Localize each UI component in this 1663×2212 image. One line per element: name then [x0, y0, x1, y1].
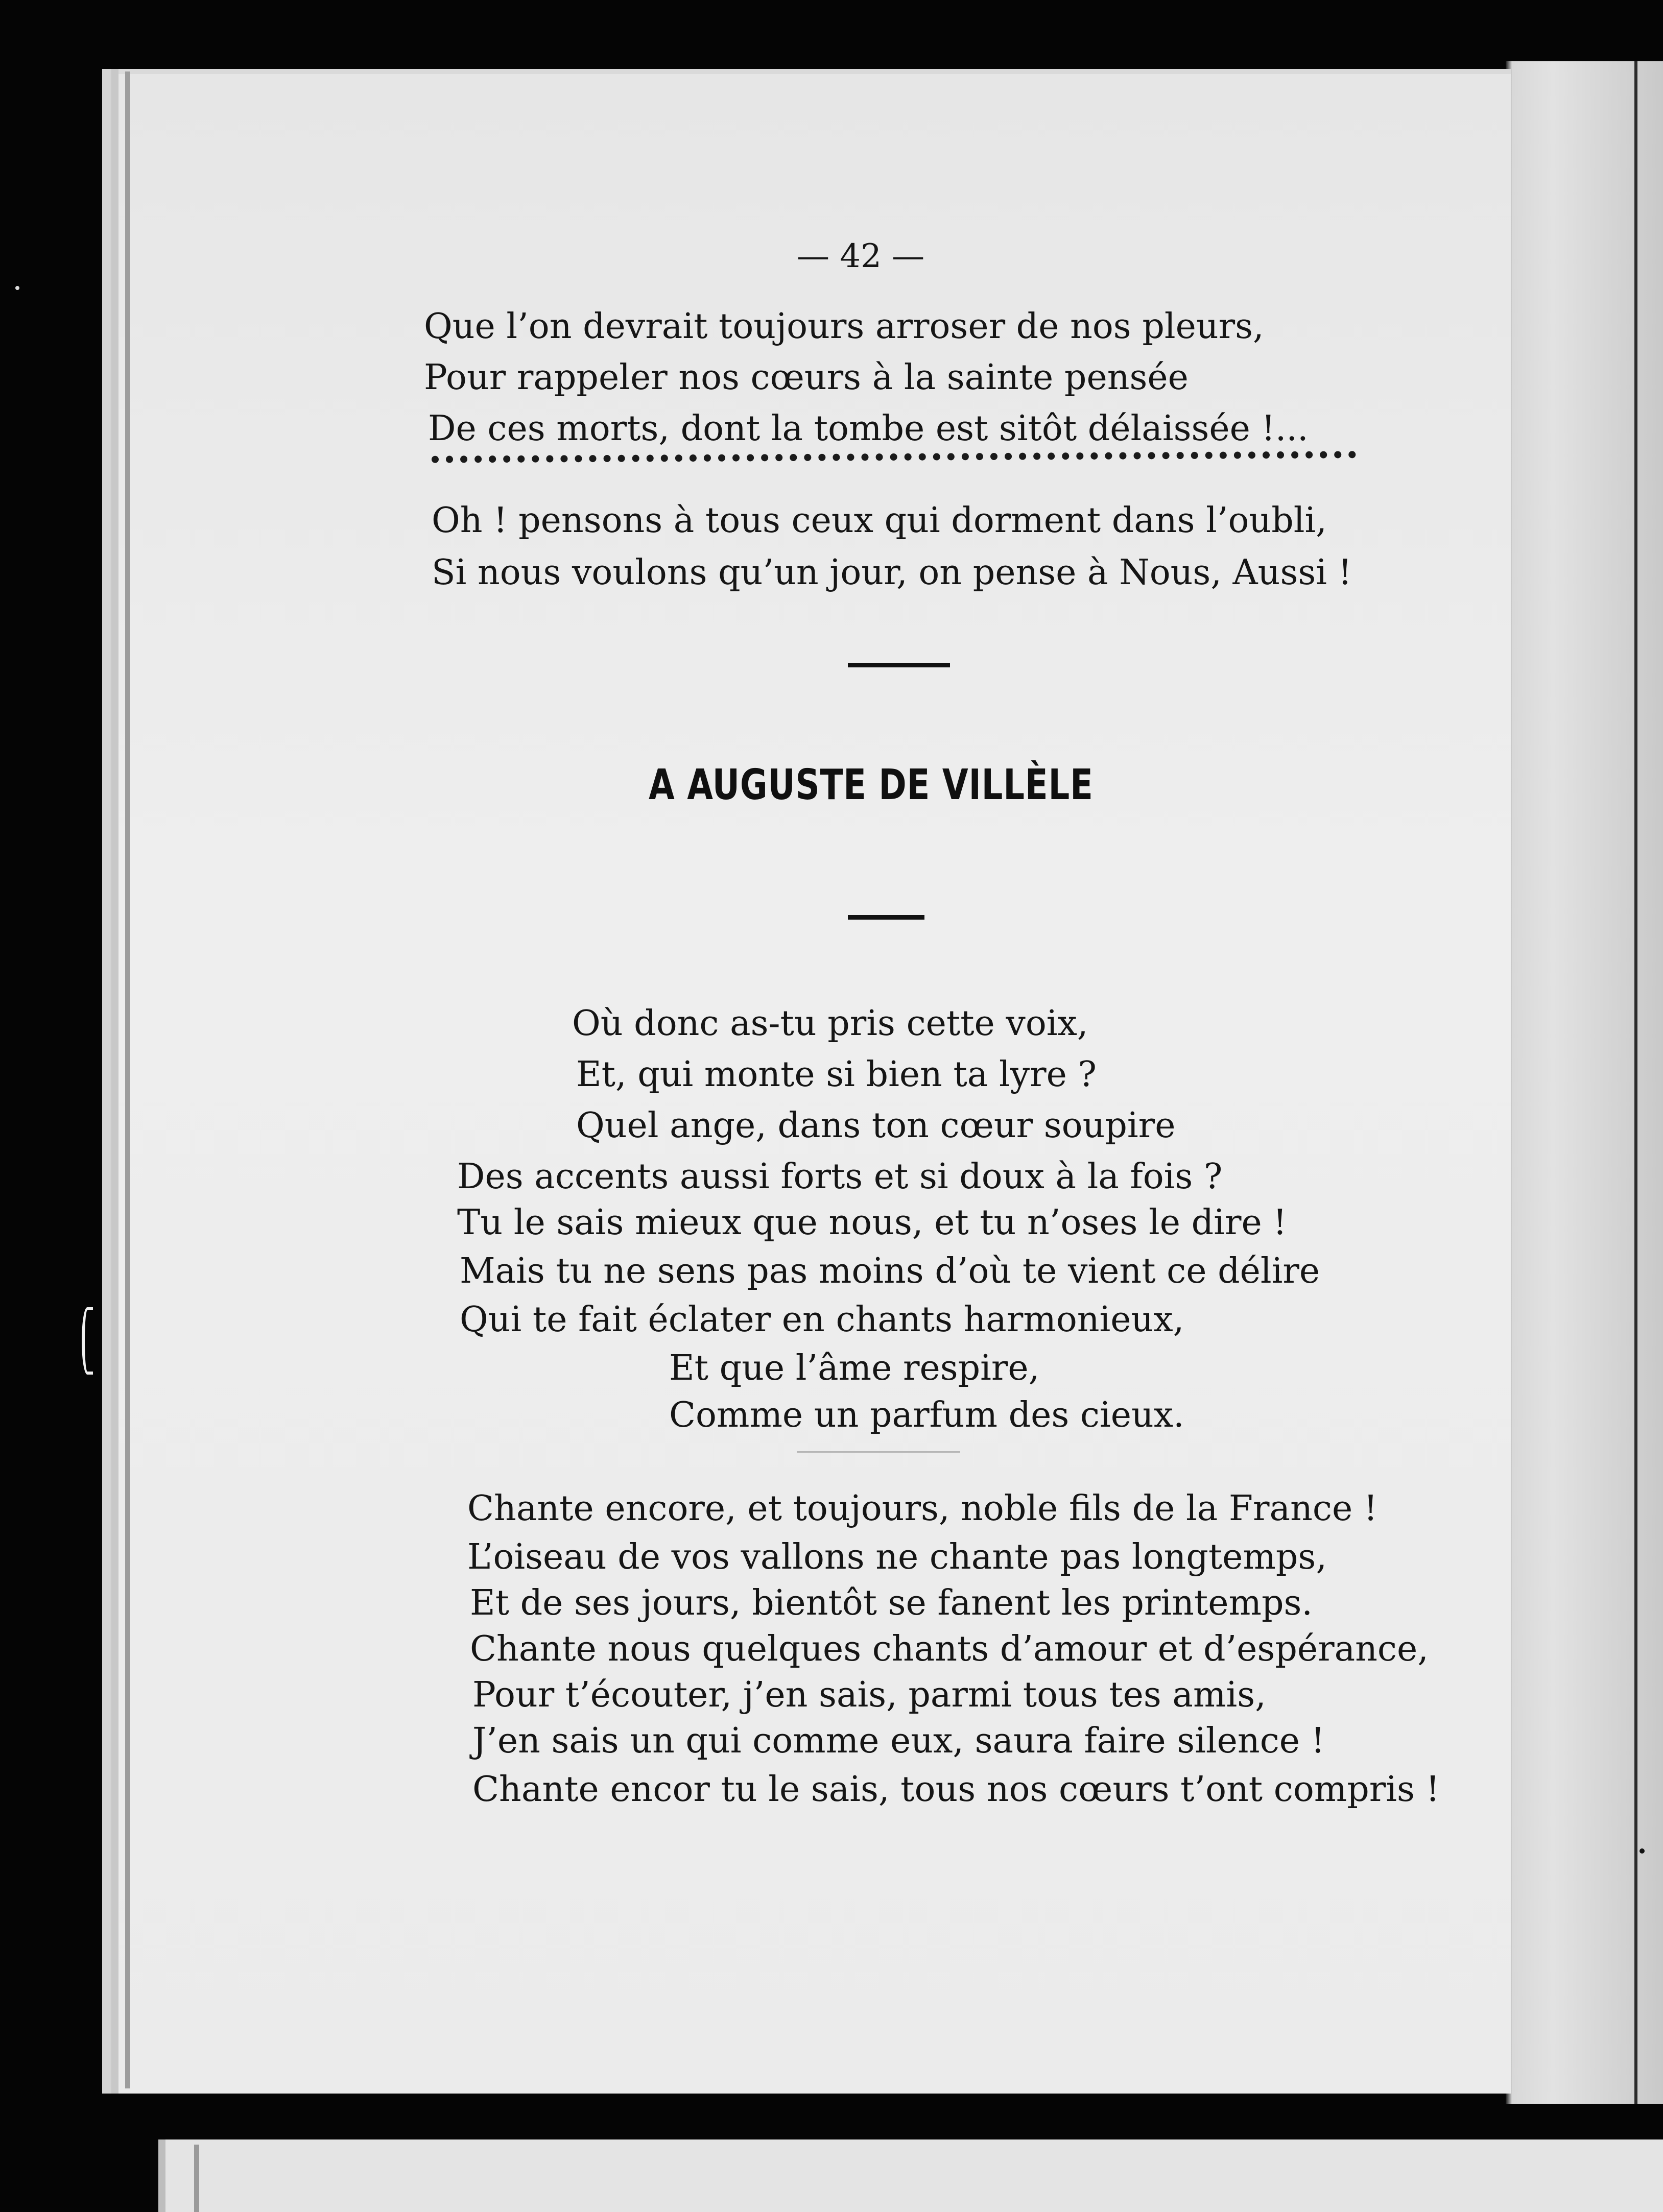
verse-line: Qui te fait éclater en chants harmonieux, [460, 1300, 1184, 1340]
verse-line: Comme un parfum des cieux. [669, 1395, 1184, 1435]
verse-line: Et, qui monte si bien ta lyre ? [576, 1054, 1097, 1095]
verse-line: L’oiseau de vos vallons ne chante pas longtemps, [467, 1537, 1327, 1577]
next-page-binding [194, 2145, 199, 2212]
verse-line: Des accents aussi forts et si doux à la fois ? [457, 1157, 1223, 1197]
verse-line: Pour t’écouter, j’en sais, parmi tous tes amis, [472, 1675, 1266, 1715]
verse-line: Tu le sais mieux que nous, et tu n’oses le dire ! [457, 1203, 1287, 1243]
verse-line: Où donc as-tu pris cette voix, [572, 1003, 1088, 1044]
verse-line: Pour rappeler nos cœurs à la sainte pensée [424, 357, 1189, 398]
stanza-divider [797, 1451, 960, 1453]
verse-line: Et de ses jours, bientôt se fanent les printemps. [470, 1583, 1313, 1623]
scan-mark [82, 1307, 93, 1375]
verse-line: Chante nous quelques chants d’amour et d’espérance, [470, 1629, 1429, 1669]
scan-speck [15, 286, 19, 290]
adjacent-page-gutter [1634, 61, 1637, 2104]
verse-line: Mais tu ne sens pas moins d’où te vient ce délire [460, 1251, 1320, 1291]
verse-line: Que l’on devrait toujours arroser de nos pleurs, [424, 306, 1264, 347]
page-number: — 42 — [797, 237, 925, 275]
poem-title: A AUGUSTE DE VILLÈLE [649, 761, 1094, 809]
verse-line: Chante encor tu le sais, tous nos cœurs t’ont compris ! [472, 1769, 1440, 1810]
next-page-edge [158, 2139, 1663, 2212]
adjacent-page [1506, 61, 1663, 2104]
verse-line: Chante encore, et toujours, noble fils de la France ! [467, 1488, 1378, 1529]
verse-line: J’en sais un qui comme eux, saura faire silence ! [472, 1721, 1325, 1761]
scan-speck [1640, 1848, 1645, 1854]
verse-line: Et que l’âme respire, [669, 1348, 1040, 1388]
verse-line: Oh ! pensons à tous ceux qui dorment dans l’oubli, [432, 500, 1327, 541]
section-rule [848, 663, 950, 667]
title-underline [848, 915, 924, 920]
verse-line: Quel ange, dans ton cœur soupire [576, 1105, 1176, 1146]
verse-line: De ces morts, dont la tombe est sitôt délaissée !... [428, 408, 1309, 449]
verse-line: Si nous voulons qu’un jour, on pense à Nous, Aussi ! [432, 552, 1352, 593]
page-binding-edge [125, 71, 130, 2088]
